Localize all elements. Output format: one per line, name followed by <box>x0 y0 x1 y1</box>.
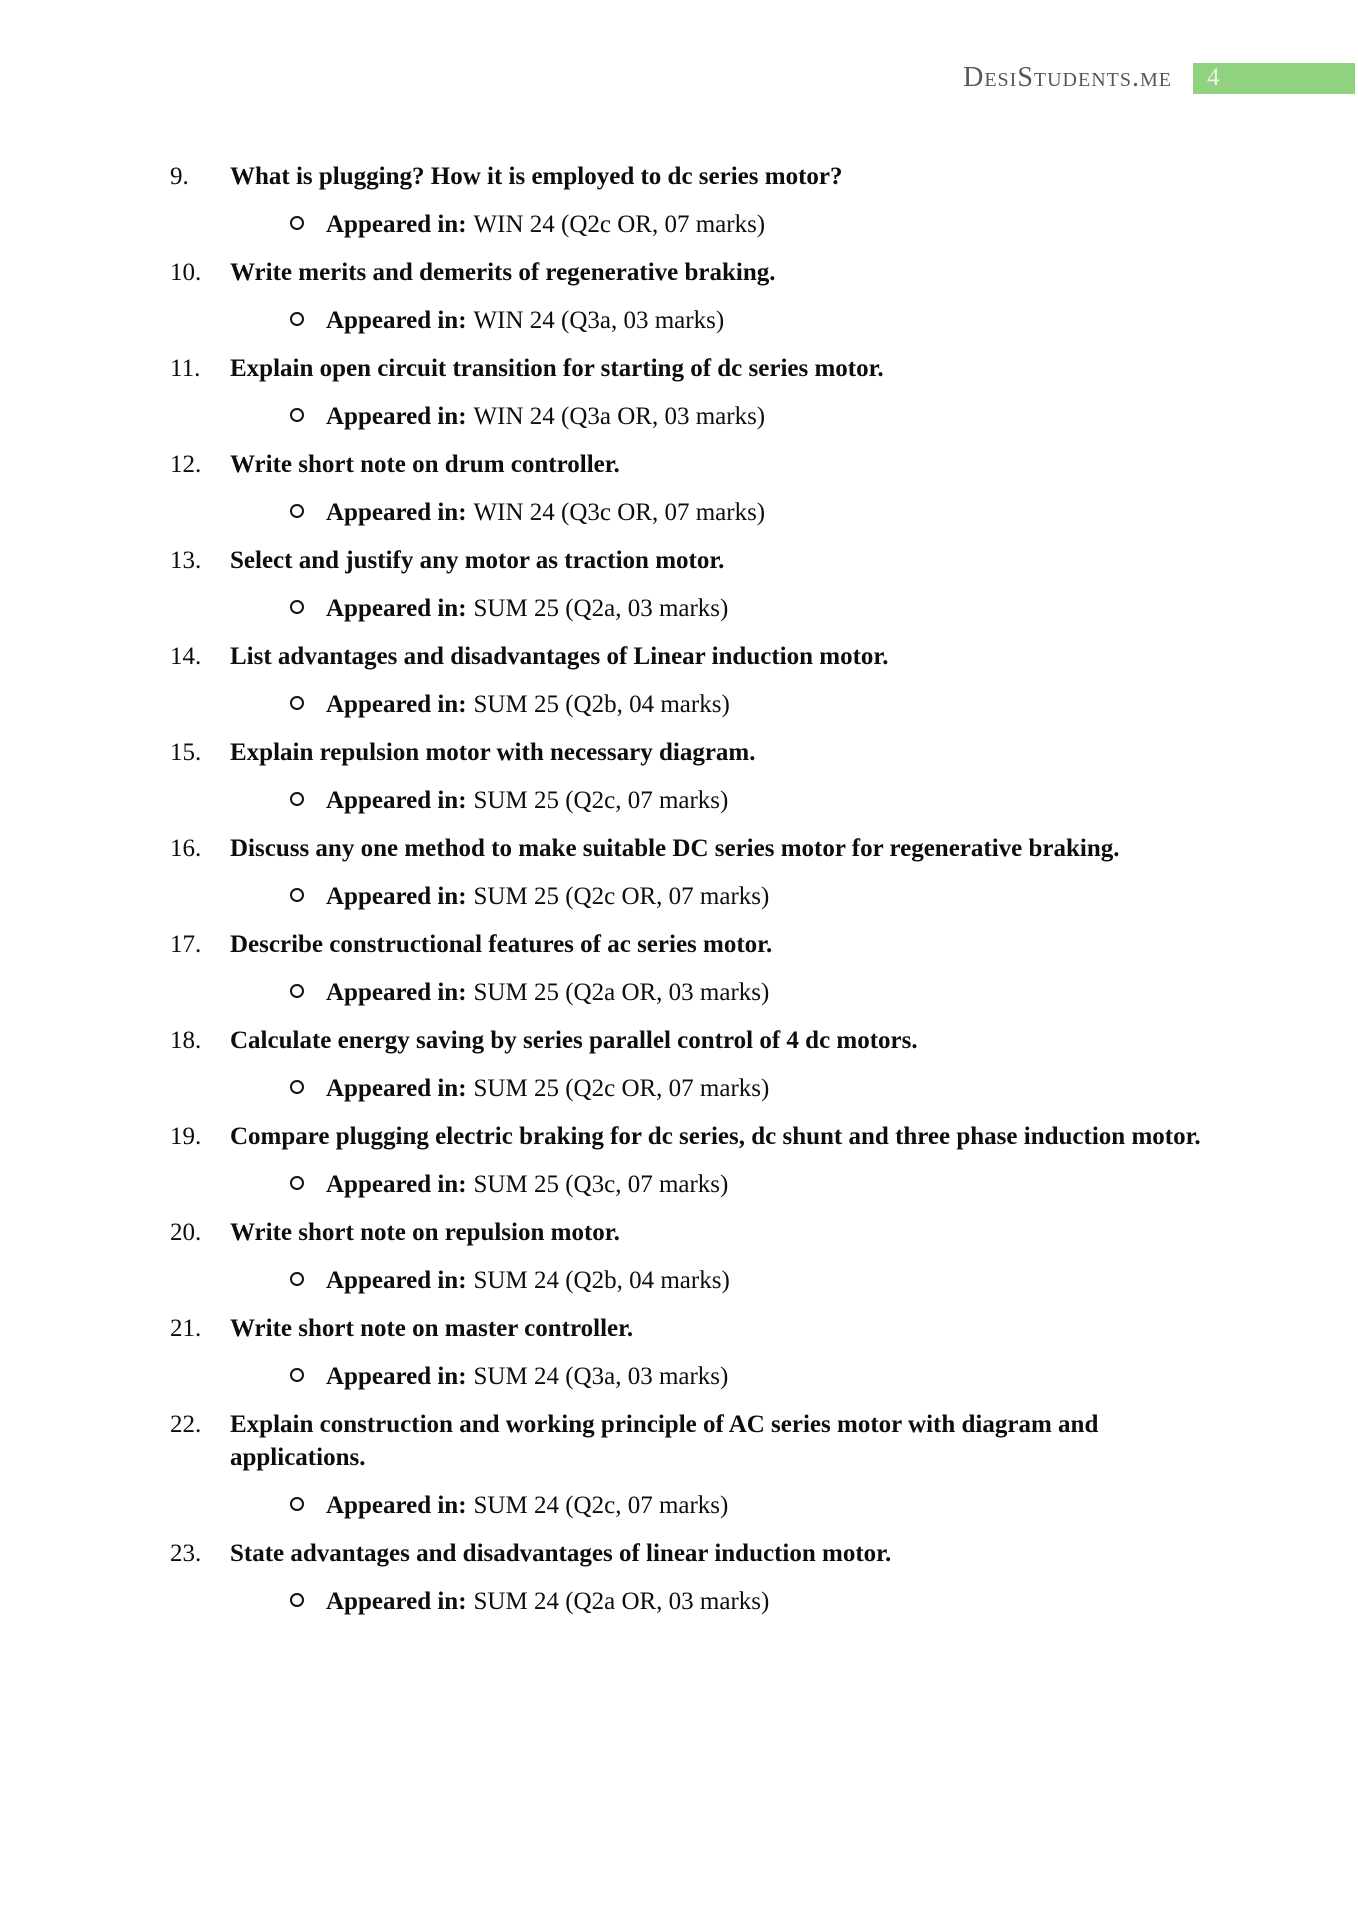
question-item <box>170 544 1210 625</box>
question-item <box>170 1216 1210 1297</box>
appeared-in-value: WIN 24 (Q3c OR, 07 marks) <box>473 499 766 526</box>
appeared-in-value: SUM 24 (Q3a, 03 marks) <box>473 1363 729 1390</box>
question-line <box>170 832 1210 865</box>
appeared-line <box>170 880 1210 913</box>
question-line <box>170 1408 1210 1474</box>
appeared-in-value: WIN 24 (Q2c OR, 07 marks) <box>473 211 766 238</box>
question-number: 23. <box>170 1540 202 1567</box>
appeared-in-value: SUM 25 (Q2c OR, 07 marks) <box>473 883 770 910</box>
circle-bullet-icon <box>290 792 304 806</box>
question-item <box>170 832 1210 913</box>
question-number: 21. <box>170 1315 202 1342</box>
appeared-in-label: Appeared in: <box>326 499 467 526</box>
appeared-line <box>170 784 1210 817</box>
appeared-line <box>170 1072 1210 1105</box>
question-text: Write short note on repulsion motor. <box>230 1219 620 1246</box>
question-number: 16. <box>170 835 202 862</box>
circle-bullet-icon <box>290 1176 304 1190</box>
question-number: 12. <box>170 451 202 478</box>
appeared-line <box>170 1489 1210 1522</box>
question-text: What is plugging? How it is employed to dc series motor? <box>230 163 843 190</box>
question-number: 22. <box>170 1411 202 1438</box>
question-number: 17. <box>170 931 202 958</box>
question-number: 18. <box>170 1027 202 1054</box>
appeared-in-label: Appeared in: <box>326 307 467 334</box>
question-line <box>170 640 1210 673</box>
appeared-line <box>170 592 1210 625</box>
appeared-in-label: Appeared in: <box>326 883 467 910</box>
circle-bullet-icon <box>290 312 304 326</box>
appeared-in-value: SUM 24 (Q2a OR, 03 marks) <box>473 1588 770 1615</box>
page-header <box>963 62 1355 94</box>
appeared-in-label: Appeared in: <box>326 691 467 718</box>
question-text: Explain repulsion motor with necessary diagram. <box>230 739 756 766</box>
question-number: 20. <box>170 1219 202 1246</box>
question-line <box>170 1216 1210 1249</box>
question-text: Write short note on master controller. <box>230 1315 634 1342</box>
question-item <box>170 1024 1210 1105</box>
appeared-in-value: WIN 24 (Q3a OR, 03 marks) <box>473 403 766 430</box>
question-line <box>170 256 1210 289</box>
appeared-in-value: SUM 25 (Q2c OR, 07 marks) <box>473 1075 770 1102</box>
appeared-in-label: Appeared in: <box>326 787 467 814</box>
appeared-in-value: SUM 25 (Q3c, 07 marks) <box>473 1171 729 1198</box>
question-number: 9. <box>170 163 189 190</box>
question-number: 11. <box>170 355 201 382</box>
question-line <box>170 544 1210 577</box>
appeared-in-value: SUM 25 (Q2a, 03 marks) <box>473 595 729 622</box>
question-item <box>170 736 1210 817</box>
circle-bullet-icon <box>290 1080 304 1094</box>
question-line <box>170 160 1210 193</box>
question-text: Explain construction and working principle of AC series motor with diagram and applications. <box>230 1411 1099 1471</box>
page-number-badge: 4 <box>1193 63 1355 94</box>
appeared-in-value: WIN 24 (Q3a, 03 marks) <box>473 307 725 334</box>
appeared-in-label: Appeared in: <box>326 1492 467 1519</box>
question-line <box>170 1024 1210 1057</box>
question-text: State advantages and disadvantages of linear induction motor. <box>230 1540 892 1567</box>
question-text: Write merits and demerits of regenerative braking. <box>230 259 776 286</box>
question-text: Write short note on drum controller. <box>230 451 620 478</box>
circle-bullet-icon <box>290 888 304 902</box>
question-line <box>170 1120 1210 1153</box>
circle-bullet-icon <box>290 1368 304 1382</box>
question-item <box>170 448 1210 529</box>
question-item <box>170 1408 1210 1522</box>
question-text: Explain open circuit transition for starting of dc series motor. <box>230 355 884 382</box>
appeared-line <box>170 1585 1210 1618</box>
appeared-in-value: SUM 25 (Q2a OR, 03 marks) <box>473 979 770 1006</box>
appeared-in-label: Appeared in: <box>326 595 467 622</box>
question-item <box>170 640 1210 721</box>
appeared-in-label: Appeared in: <box>326 403 467 430</box>
question-item <box>170 1312 1210 1393</box>
appeared-line <box>170 208 1210 241</box>
site-name: DesiStudents.me <box>963 62 1172 93</box>
appeared-line <box>170 1360 1210 1393</box>
question-item <box>170 1537 1210 1618</box>
appeared-line <box>170 496 1210 529</box>
appeared-line <box>170 1264 1210 1297</box>
question-number: 13. <box>170 547 202 574</box>
question-line <box>170 1312 1210 1345</box>
circle-bullet-icon <box>290 984 304 998</box>
question-line <box>170 352 1210 385</box>
circle-bullet-icon <box>290 696 304 710</box>
question-line <box>170 928 1210 961</box>
circle-bullet-icon <box>290 600 304 614</box>
question-item <box>170 1120 1210 1201</box>
question-list <box>170 160 1210 1633</box>
question-text: Calculate energy saving by series parallel control of 4 dc motors. <box>230 1027 918 1054</box>
appeared-line <box>170 304 1210 337</box>
question-number: 14. <box>170 643 202 670</box>
question-text: Select and justify any motor as traction motor. <box>230 547 725 574</box>
appeared-in-label: Appeared in: <box>326 1075 467 1102</box>
appeared-in-value: SUM 25 (Q2b, 04 marks) <box>473 691 730 718</box>
appeared-in-value: SUM 24 (Q2c, 07 marks) <box>473 1492 729 1519</box>
circle-bullet-icon <box>290 1272 304 1286</box>
appeared-in-label: Appeared in: <box>326 1588 467 1615</box>
circle-bullet-icon <box>290 1593 304 1607</box>
appeared-line <box>170 976 1210 1009</box>
question-item <box>170 160 1210 241</box>
circle-bullet-icon <box>290 1497 304 1511</box>
appeared-in-label: Appeared in: <box>326 1171 467 1198</box>
question-text: Describe constructional features of ac series motor. <box>230 931 773 958</box>
circle-bullet-icon <box>290 216 304 230</box>
question-text: Discuss any one method to make suitable DC series motor for regenerative braking. <box>230 835 1120 862</box>
question-line <box>170 448 1210 481</box>
question-line <box>170 736 1210 769</box>
appeared-in-label: Appeared in: <box>326 1267 467 1294</box>
question-line <box>170 1537 1210 1570</box>
appeared-in-value: SUM 24 (Q2b, 04 marks) <box>473 1267 730 1294</box>
question-item <box>170 256 1210 337</box>
circle-bullet-icon <box>290 408 304 422</box>
appeared-line <box>170 400 1210 433</box>
appeared-in-label: Appeared in: <box>326 1363 467 1390</box>
question-text: List advantages and disadvantages of Linear induction motor. <box>230 643 889 670</box>
question-number: 15. <box>170 739 202 766</box>
question-number: 10. <box>170 259 202 286</box>
appeared-in-value: SUM 25 (Q2c, 07 marks) <box>473 787 729 814</box>
question-text: Compare plugging electric braking for dc series, dc shunt and three phase induction motor. <box>230 1123 1201 1150</box>
question-number: 19. <box>170 1123 202 1150</box>
question-item <box>170 352 1210 433</box>
appeared-in-label: Appeared in: <box>326 211 467 238</box>
appeared-line <box>170 688 1210 721</box>
appeared-line <box>170 1168 1210 1201</box>
appeared-in-label: Appeared in: <box>326 979 467 1006</box>
question-item <box>170 928 1210 1009</box>
circle-bullet-icon <box>290 504 304 518</box>
